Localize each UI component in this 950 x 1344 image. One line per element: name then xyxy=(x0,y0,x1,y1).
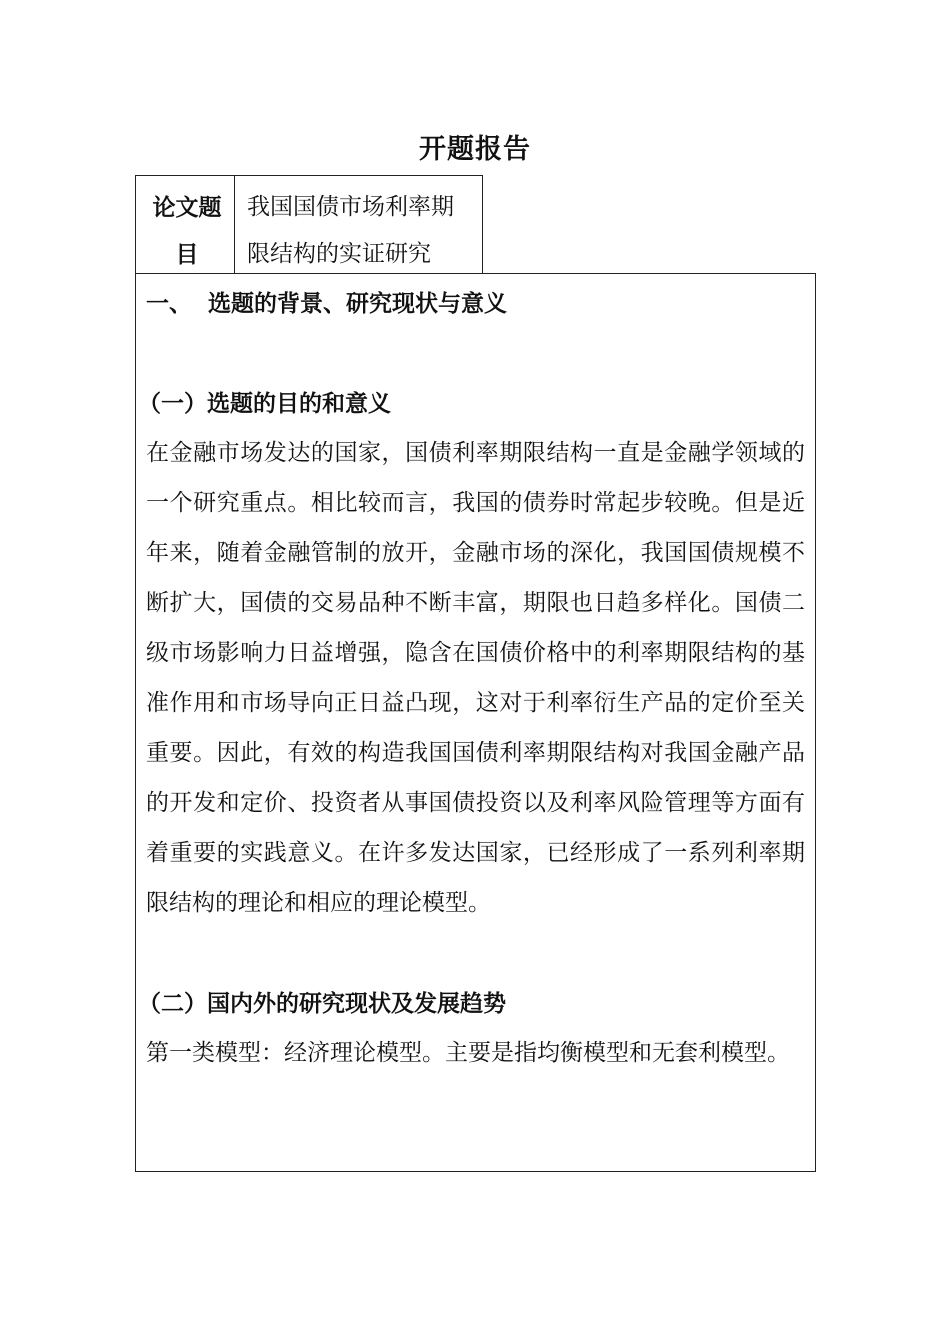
spacer xyxy=(146,328,805,380)
subheading-research-status: （二）国内外的研究现状及发展趋势 xyxy=(138,990,506,1017)
subheading-purpose: （一）选题的目的和意义 xyxy=(138,390,391,417)
content-section xyxy=(135,273,816,1172)
paragraph-purpose: 在金融市场发达的国家，国债利率期限结构一直是金融学领域的一个研究重点。相比较而言，我国的债券时常起步较晚。但是近年来，随着金融管制的放开，金融市场的深化，我国国债规模不断扩大，国债的交易品种不断丰富，期限也日趋多样化。国债二级市场影响力日益增强，隐含在国债价格中的利率期限结构的基准作用和市场导向正日益凸现，这对于利率衍生产品的定价至关重要。因此，有效的构造我国国债利率期限结构对我国金融产品的开发和定价、投资者从事国债投资以及利率风险管理等方面有着重要的实践意义。在许多发达国家，已经形成了一系列利率期限结构的理论和相应的理论模型。 xyxy=(146,440,805,916)
thesis-title-label: 论文题目 xyxy=(136,176,235,273)
spacer xyxy=(146,928,805,980)
paragraph-research-status: 第一类模型：经济理论模型。主要是指均衡模型和无套利模型。 xyxy=(146,1040,790,1066)
thesis-title-table xyxy=(135,175,483,274)
thesis-title-value: 我国国债市场利率期限结构的实证研究 xyxy=(247,194,454,267)
document-title: 开题报告 xyxy=(419,134,531,165)
section-heading-background: 一、 选题的背景、研究现状与意义 xyxy=(146,290,508,317)
